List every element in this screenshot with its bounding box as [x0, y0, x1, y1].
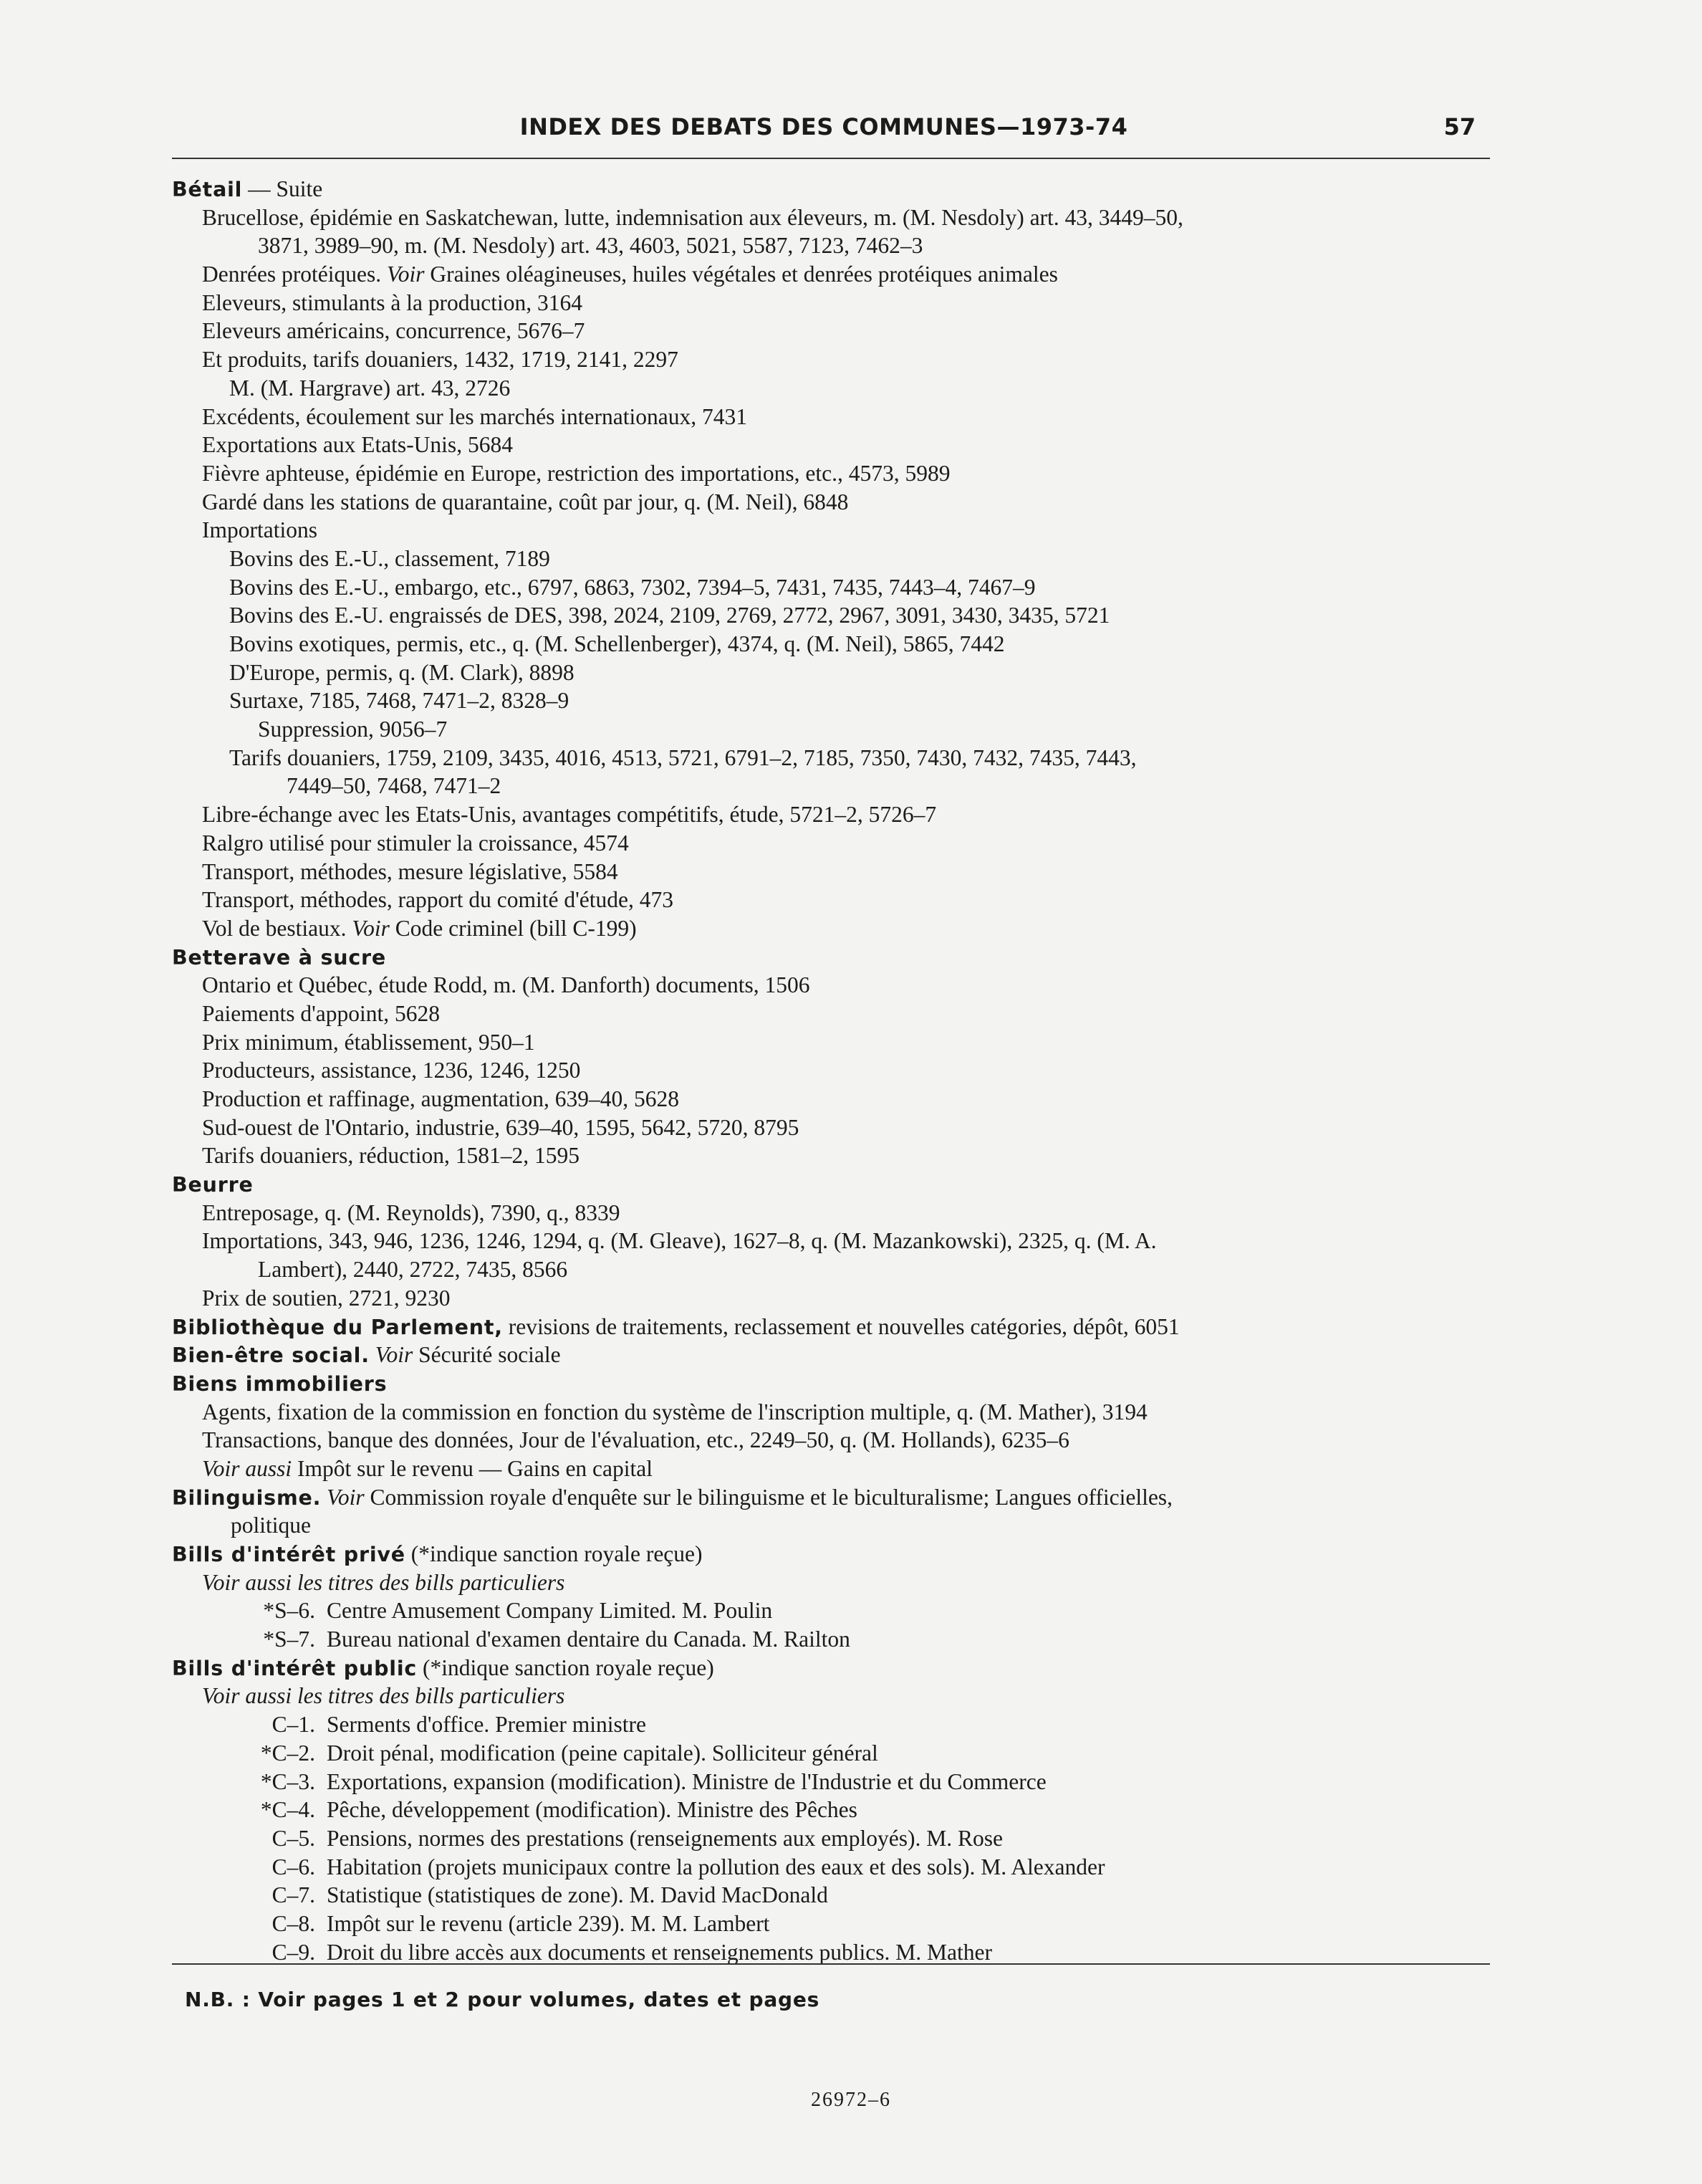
index-heading-entry	[172, 1341, 1490, 1369]
entry-text: Paiements d'appoint, 5628	[202, 1000, 441, 1026]
entry-text: (*indique sanction royale reçue)	[417, 1654, 714, 1680]
entry-text: Prix de soutien, 2721, 9230	[202, 1285, 451, 1311]
bill-number: C–8.	[271, 1910, 315, 1936]
entry-text-continued: Code criminel (bill C-199)	[389, 915, 637, 941]
index-entry	[172, 686, 1490, 715]
bill-entry	[172, 1596, 1490, 1625]
entry-headword: Bills d'intérêt public	[172, 1656, 418, 1680]
cross-reference: Voir aussi	[202, 1455, 292, 1481]
bill-number: C–5.	[271, 1825, 315, 1851]
index-heading-entry	[172, 1170, 1490, 1199]
index-entry	[172, 516, 1490, 545]
entry-text: Excédents, écoulement sur les marchés internationaux, 7431	[202, 403, 747, 429]
index-entry	[172, 573, 1490, 602]
entry-text: M. (M. Hargrave) art. 43, 2726	[229, 375, 511, 401]
bill-entry	[172, 1938, 1490, 1967]
bill-number: *C–3.	[260, 1768, 315, 1794]
entry-text: Bovins des E.-U., classement, 7189	[229, 545, 550, 571]
index-entry	[172, 1255, 1490, 1284]
bill-number: C–6.	[271, 1854, 315, 1879]
running-header	[172, 113, 1476, 156]
bill-entry	[172, 1739, 1490, 1768]
entry-text: Pêche, développement (modification). Ministre des Pêches	[327, 1797, 857, 1823]
cross-reference: Voir	[375, 1342, 413, 1368]
entry-text-continued: Commission royale d'enquête sur le bilinguisme et le biculturalisme; Langues officielles,	[364, 1484, 1173, 1510]
index-entry	[172, 886, 1490, 914]
entry-text: Droit du libre accès aux documents et renseignements publics. M. Mather	[327, 1939, 992, 1965]
index-entry	[172, 317, 1490, 345]
entry-text: Tarifs douaniers, 1759, 2109, 3435, 4016, 4513, 5721, 6791–2, 7185, 7350, 7430, 7432, 7435, 7443,	[229, 744, 1137, 770]
entry-text: Agents, fixation de la commission en fonction du système de l'inscription multiple, q. (M. Mather), 3194	[202, 1399, 1148, 1424]
bill-entry	[172, 1768, 1490, 1796]
bill-entry	[172, 1625, 1490, 1654]
entry-headword: Bills d'intérêt privé	[172, 1543, 405, 1566]
entry-text: (*indique sanction royale reçue)	[405, 1541, 703, 1566]
page-title: INDEX DES DEBATS DES COMMUNES—1973-74	[519, 113, 1128, 140]
index-entry	[172, 1141, 1490, 1170]
index-entry	[172, 459, 1490, 488]
entry-text: Transport, méthodes, mesure législative, 5584	[202, 858, 618, 884]
bill-entry	[172, 1710, 1490, 1739]
entry-text: Suppression, 9056–7	[258, 717, 448, 742]
index-entry	[172, 1085, 1490, 1113]
index-entry	[172, 345, 1490, 374]
entry-text: — Suite	[242, 176, 323, 201]
entry-text: Centre Amusement Company Limited. M. Poulin	[327, 1598, 773, 1624]
entry-text: Prix minimum, établissement, 950–1	[202, 1029, 535, 1055]
entry-text: Ontario et Québec, étude Rodd, m. (M. Danforth) documents, 1506	[202, 972, 810, 998]
index-entry	[172, 1284, 1490, 1313]
cross-reference: Voir aussi les titres des bills particuliers	[202, 1569, 565, 1595]
index-entry	[172, 1056, 1490, 1085]
bill-entry	[172, 1824, 1490, 1853]
entry-text: Importations	[202, 517, 317, 543]
index-heading-entry	[172, 1540, 1490, 1568]
index-entry	[172, 1568, 1490, 1597]
index-heading-entry	[172, 943, 1490, 972]
index-entry	[172, 374, 1490, 403]
index-entry	[172, 1227, 1490, 1255]
cross-reference: Voir	[387, 262, 425, 287]
entry-text: Impôt sur le revenu (article 239). M. M. Lambert	[327, 1910, 770, 1936]
entry-text: Surtaxe, 7185, 7468, 7471–2, 8328–9	[229, 688, 569, 714]
footnote: N.B. : Voir pages 1 et 2 pour volumes, dates et pages	[185, 1988, 820, 2011]
index-heading-entry	[172, 1483, 1490, 1512]
cross-reference: Voir aussi les titres des bills particuliers	[202, 1683, 565, 1709]
bill-entry	[172, 1796, 1490, 1824]
entry-text: Entreposage, q. (M. Reynolds), 7390, q., 8339	[202, 1199, 620, 1225]
bill-number: C–7.	[271, 1882, 315, 1908]
index-entry	[172, 715, 1490, 744]
index-entry	[172, 1199, 1490, 1227]
index-entry	[172, 260, 1490, 289]
index-heading-entry	[172, 1313, 1490, 1341]
index-entry	[172, 1426, 1490, 1455]
index-entry	[172, 1511, 1490, 1540]
index-entry	[172, 488, 1490, 517]
entry-text: Sud-ouest de l'Ontario, industrie, 639–40, 1595, 5642, 5720, 8795	[202, 1114, 799, 1140]
cross-reference: Voir	[327, 1484, 365, 1510]
index-entry	[172, 1000, 1490, 1028]
entry-text: Serments d'office. Premier ministre	[327, 1712, 646, 1738]
index-entry	[172, 971, 1490, 1000]
entry-text: Et produits, tarifs douaniers, 1432, 1719, 2141, 2297	[202, 347, 678, 373]
bill-number: C–1.	[271, 1712, 315, 1738]
index-entry	[172, 289, 1490, 317]
entry-text: Bureau national d'examen dentaire du Canada. M. Railton	[327, 1627, 850, 1652]
bill-number: *C–2.	[260, 1740, 315, 1766]
entry-text: Gardé dans les stations de quarantaine, coût par jour, q. (M. Neil), 6848	[202, 489, 849, 514]
entry-text: Eleveurs, stimulants à la production, 3164	[202, 289, 583, 315]
entry-text: Exportations, expansion (modification). Ministre de l'Industrie et du Commerce	[327, 1768, 1047, 1794]
bill-entry	[172, 1853, 1490, 1882]
entry-text: Bovins des E.-U., embargo, etc., 6797, 6863, 7302, 7394–5, 7431, 7435, 7443–4, 7467–9	[229, 574, 1036, 600]
bill-entry	[172, 1881, 1490, 1910]
entry-headword: Betterave à sucre	[172, 945, 387, 969]
entry-text	[321, 1485, 327, 1510]
index-entry	[172, 914, 1490, 943]
index-entry	[172, 545, 1490, 573]
entry-headword: Beurre	[172, 1173, 254, 1197]
entry-text-continued: Graines oléagineuses, huiles végétales et denrées protéiques animales	[424, 262, 1058, 287]
index-entry	[172, 431, 1490, 459]
index-entry	[172, 858, 1490, 886]
index-entry	[172, 1398, 1490, 1427]
entry-text: Production et raffinage, augmentation, 639–40, 5628	[202, 1086, 680, 1111]
entry-text: Tarifs douaniers, réduction, 1581–2, 1595	[202, 1143, 580, 1169]
entry-text: Lambert), 2440, 2722, 7435, 8566	[258, 1257, 568, 1283]
index-entry	[172, 203, 1490, 232]
index-entry	[172, 403, 1490, 431]
entry-headword: Bilinguisme.	[172, 1485, 322, 1510]
entry-headword: Bibliothèque du Parlement,	[172, 1315, 503, 1339]
bill-number: *C–4.	[260, 1797, 315, 1823]
index-entry	[172, 658, 1490, 687]
index-entry	[172, 772, 1490, 800]
entry-text: Fièvre aphteuse, épidémie en Europe, restriction des importations, etc., 4573, 5989	[202, 460, 951, 486]
entry-text: 3871, 3989–90, m. (M. Nesdoly) art. 43, 4603, 5021, 5587, 7123, 7462–3	[258, 233, 923, 259]
entry-text: Vol de bestiaux.	[202, 915, 352, 941]
entry-text: D'Europe, permis, q. (M. Clark), 8898	[229, 659, 574, 685]
entry-text: Habitation (projets municipaux contre la pollution des eaux et des sols). M. Alexander	[327, 1854, 1105, 1879]
entry-text: Eleveurs américains, concurrence, 5676–7	[202, 318, 585, 344]
entry-headword: Bien-être social.	[172, 1344, 370, 1368]
index-entry	[172, 829, 1490, 858]
bill-number: C–9.	[271, 1939, 315, 1965]
entry-text: Libre-échange avec les Etats-Unis, avantages compétitifs, étude, 5721–2, 5726–7	[202, 802, 937, 828]
index-heading-entry	[172, 1654, 1490, 1682]
header-rule	[172, 158, 1490, 159]
cross-reference: Voir	[352, 915, 390, 941]
index-entry	[172, 601, 1490, 630]
entry-text: Droit pénal, modification (peine capitale). Solliciteur général	[327, 1740, 878, 1766]
entry-text: Producteurs, assistance, 1236, 1246, 1250	[202, 1058, 581, 1083]
footer-rule	[172, 1963, 1490, 1965]
entry-text: Transactions, banque des données, Jour de l'évaluation, etc., 2249–50, q. (M. Hollands), 6235–6	[202, 1427, 1069, 1453]
entry-text: Bovins exotiques, permis, etc., q. (M. Schellenberger), 4374, q. (M. Neil), 5865, 7442	[229, 631, 1005, 656]
entry-headword: Bétail	[172, 178, 243, 201]
bill-number: *S–7.	[263, 1627, 315, 1652]
entry-headword: Biens immobiliers	[172, 1371, 388, 1396]
printer-code: 26972–6	[811, 2089, 891, 2111]
entry-text: Pensions, normes des prestations (renseignements aux employés). M. Rose	[327, 1825, 1003, 1851]
index-entry	[172, 1028, 1490, 1057]
index-entry	[172, 1455, 1490, 1483]
index-entry	[172, 744, 1490, 772]
entry-text: Importations, 343, 946, 1236, 1246, 1294, q. (M. Gleave), 1627–8, q. (M. Mazankowski), 2325, q. (M. A.	[202, 1228, 1157, 1254]
page-number: 57	[1443, 113, 1476, 140]
entry-text: politique	[231, 1513, 311, 1538]
entry-text: revisions de traitements, reclassement et nouvelles catégories, dépôt, 6051	[502, 1313, 1180, 1339]
entry-text	[370, 1342, 375, 1367]
entry-text: Transport, méthodes, rapport du comité d'étude, 473	[202, 887, 674, 913]
entry-text-continued: Sécurité sociale	[413, 1342, 561, 1368]
bill-number: *S–6.	[263, 1598, 315, 1624]
index-entry	[172, 1113, 1490, 1142]
index-entry	[172, 630, 1490, 658]
entry-text: Ralgro utilisé pour stimuler la croissance, 4574	[202, 830, 629, 856]
entry-text: Bovins des E.-U. engraissés de DES, 398, 2024, 2109, 2769, 2772, 2967, 3091, 3430, 3435, 5721	[229, 603, 1110, 628]
bill-entry	[172, 1910, 1490, 1938]
index-heading-entry	[172, 175, 1490, 203]
index-entry	[172, 800, 1490, 829]
index-entry	[172, 1682, 1490, 1710]
entry-text: Brucellose, épidémie en Saskatchewan, lutte, indemnisation aux éleveurs, m. (M. Nesdoly) art. 43, 3449–50,	[202, 204, 1183, 230]
entry-text: Denrées protéiques.	[202, 262, 388, 287]
entry-text: 7449–50, 7468, 7471–2	[287, 773, 501, 799]
index-entry	[172, 231, 1490, 260]
index-list	[172, 175, 1490, 1966]
entry-text: Exportations aux Etats-Unis, 5684	[202, 432, 513, 458]
entry-text-continued: Impôt sur le revenu — Gains en capital	[292, 1455, 653, 1481]
entry-text: Statistique (statistiques de zone). M. David MacDonald	[327, 1882, 828, 1908]
index-heading-entry	[172, 1369, 1490, 1398]
